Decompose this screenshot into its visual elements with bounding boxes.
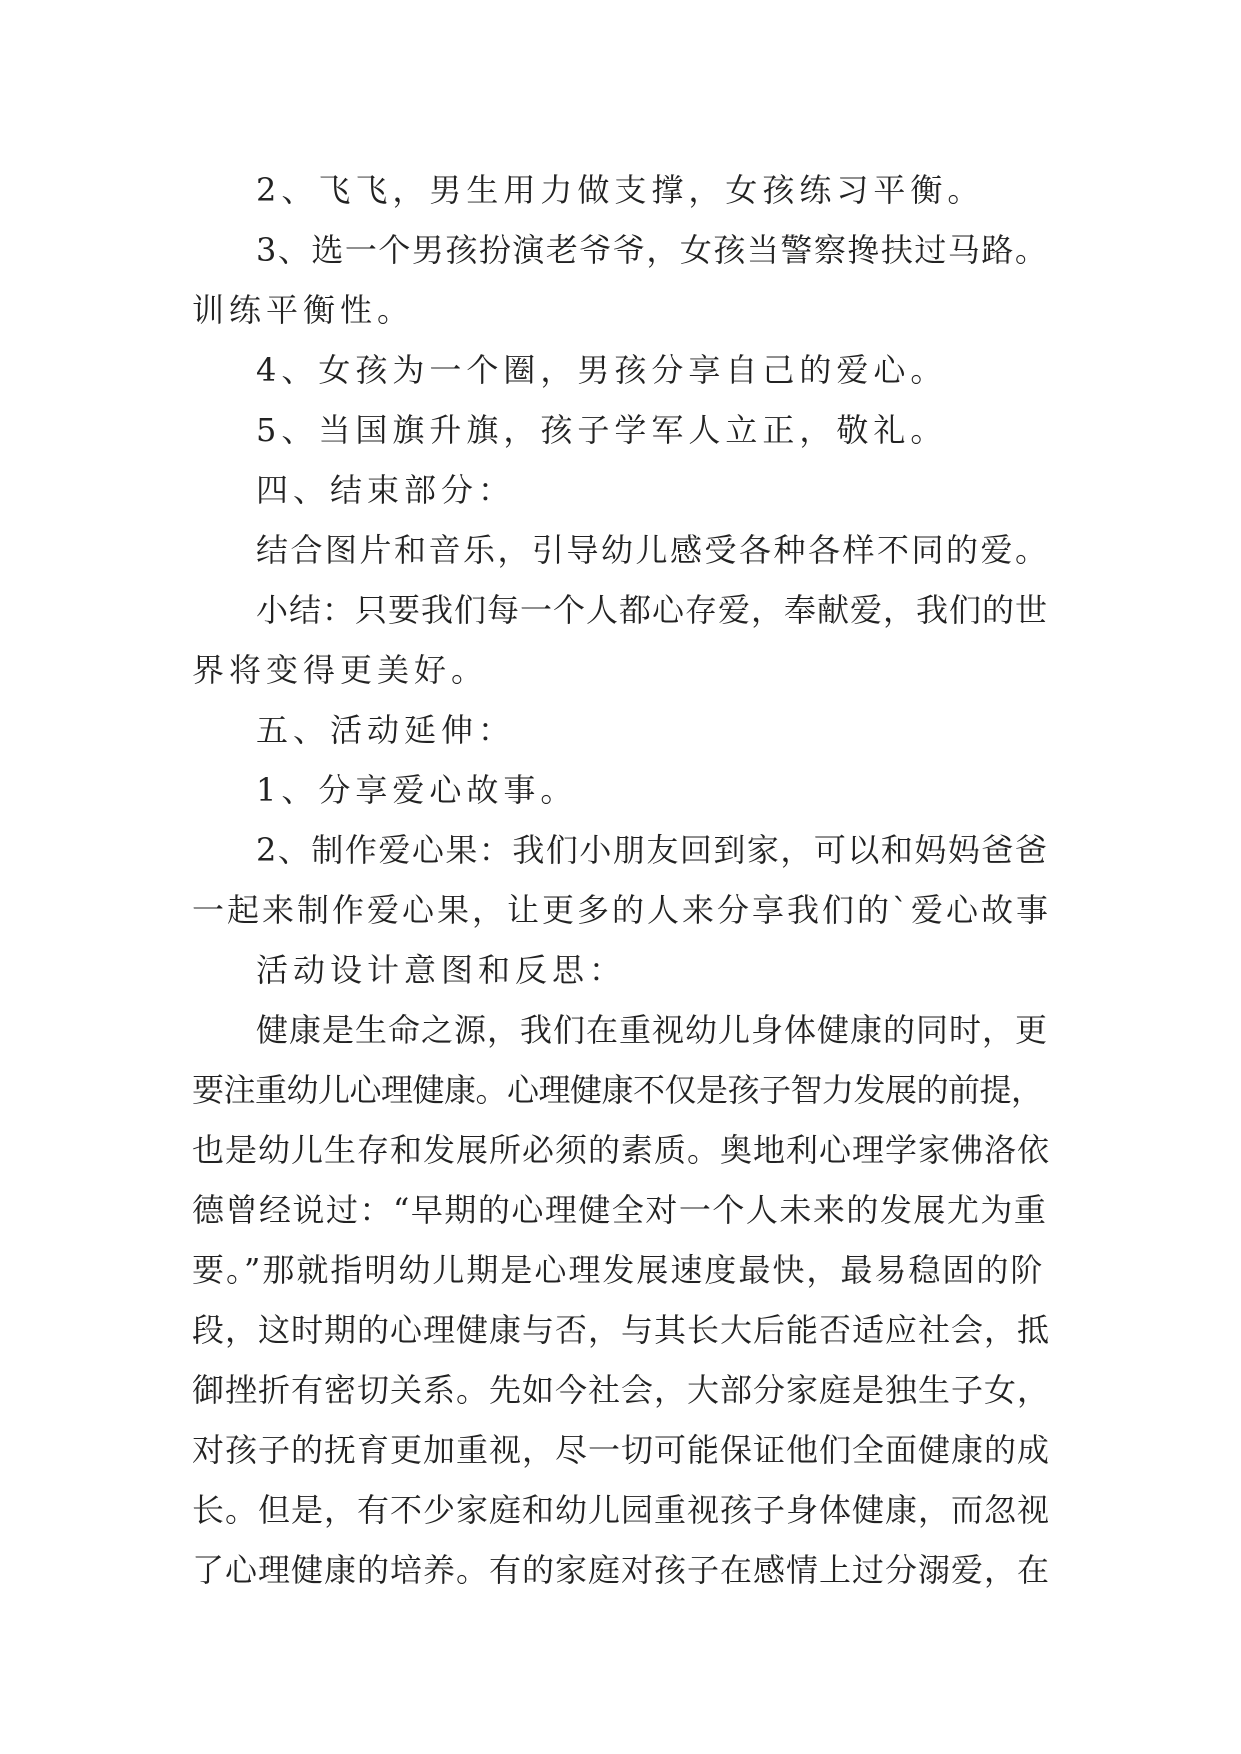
text-line: 段，这时期的心理健康与否，与其长大后能否适应社会，抵 bbox=[192, 1311, 1051, 1349]
text-line: 小结：只要我们每一个人都心存爱，奉献爱，我们的世 bbox=[256, 591, 1049, 629]
document-body bbox=[192, 160, 1054, 1600]
text-line: 3、选一个男孩扮演老爷爷，女孩当警察搀扶过马路。 bbox=[256, 231, 1049, 269]
text-line: 1、分享爱心故事。 bbox=[256, 771, 578, 809]
text-line: 界将变得更美好。 bbox=[192, 651, 489, 689]
text-line: 也是幼儿生存和发展所必须的素质。奥地利心理学家佛洛依 bbox=[192, 1131, 1051, 1169]
text-line: 要注重幼儿心理健康。心理健康不仅是孩子智力发展的前提， bbox=[192, 1071, 1043, 1109]
text-line: 2、飞飞，男生用力做支撑，女孩练习平衡。 bbox=[256, 171, 985, 209]
text-line: 结合图片和音乐，引导幼儿感受各种各样不同的爱。 bbox=[256, 531, 1050, 569]
section-heading: 活动设计意图和反思： bbox=[256, 951, 627, 989]
text-line: 长。但是，有不少家庭和幼儿园重视孩子身体健康，而忽视 bbox=[192, 1491, 1051, 1529]
text-line: 2、制作爱心果：我们小朋友回到家，可以和妈妈爸爸 bbox=[256, 831, 1049, 869]
text-line: 德曾经说过：“早期的心理健全对一个人未来的发展尤为重 bbox=[192, 1191, 1048, 1229]
section-heading: 四、结束部分： bbox=[256, 471, 516, 509]
text-line: 御挫折有密切关系。先如今社会，大部分家庭是独生子女， bbox=[192, 1371, 1051, 1409]
text-line: 5、当国旗升旗，孩子学军人立正，敬礼。 bbox=[256, 411, 948, 449]
text-line: 对孩子的抚育更加重视，尽一切可能保证他们全面健康的成 bbox=[192, 1431, 1051, 1469]
section-heading: 五、活动延伸： bbox=[256, 711, 516, 749]
text-line: 了心理健康的培养。有的家庭对孩子在感情上过分溺爱，在 bbox=[192, 1551, 1051, 1589]
text-line: 一起来制作爱心果，让更多的人来分享我们的`爱心故事 bbox=[192, 891, 1052, 929]
text-line: 4、女孩为一个圈，男孩分享自己的爱心。 bbox=[256, 351, 948, 389]
text-line: 要。”那就指明幼儿期是心理发展速度最快，最易稳固的阶 bbox=[192, 1251, 1045, 1289]
text-line: 健康是生命之源，我们在重视幼儿身体健康的同时，更 bbox=[256, 1011, 1049, 1049]
text-line: 训练平衡性。 bbox=[192, 291, 415, 329]
